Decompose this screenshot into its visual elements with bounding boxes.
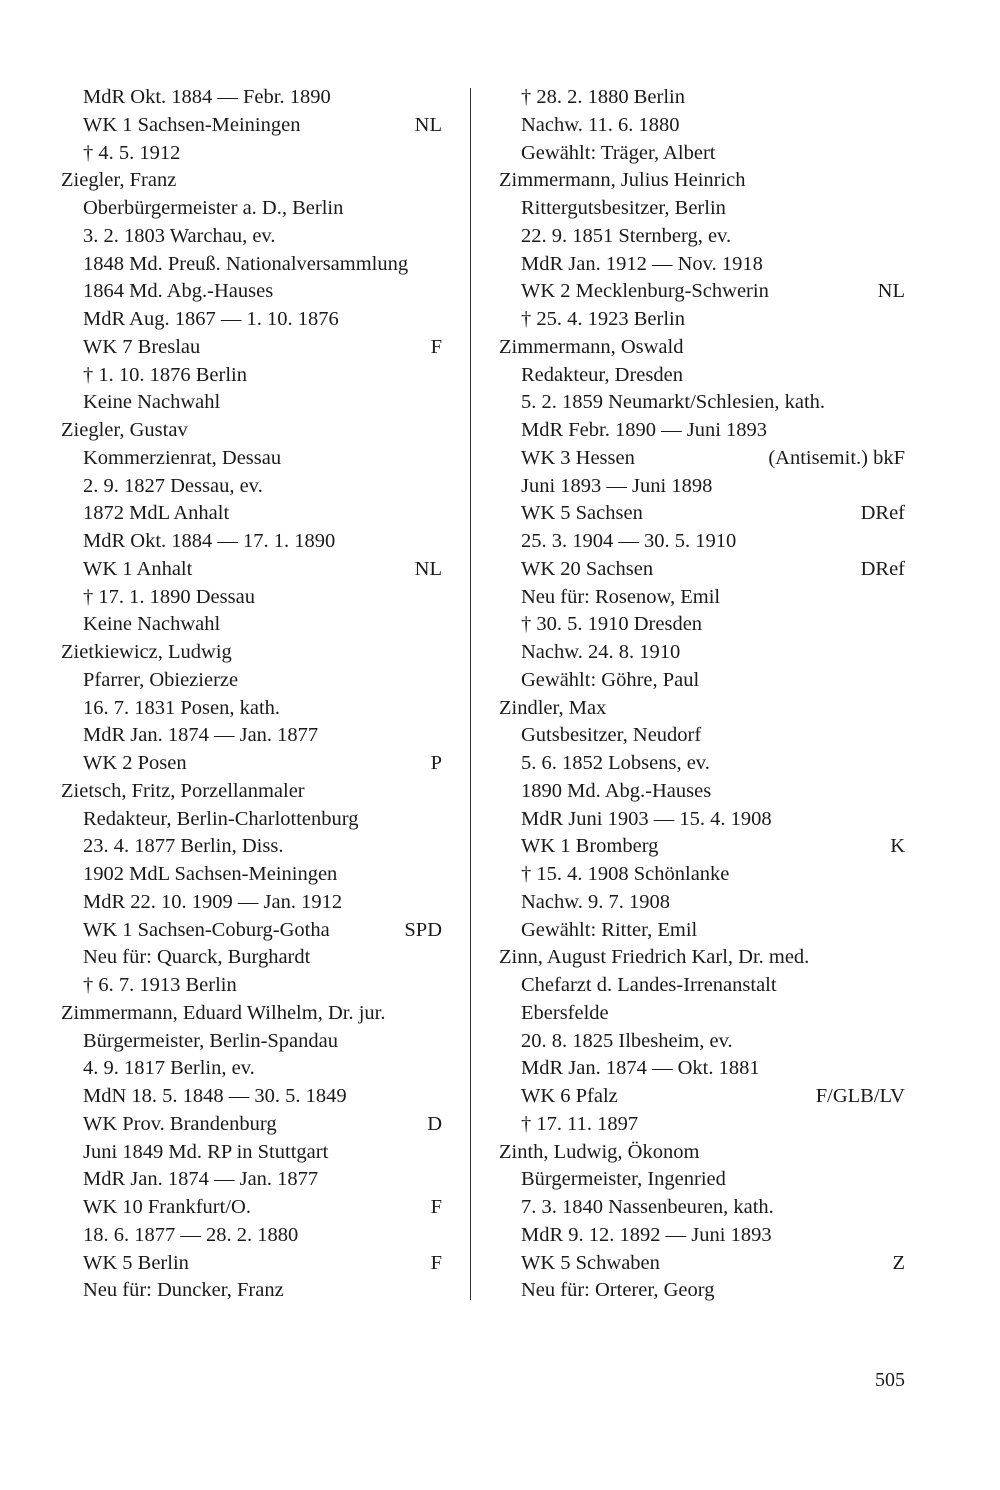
entry-detail-line — [61, 528, 442, 556]
entry-detail-line — [61, 722, 442, 750]
detail-text: † 17. 1. 1890 Dessau — [83, 585, 255, 608]
entry-detail-line — [61, 889, 442, 917]
party-label: F/GLB/LV — [815, 1085, 905, 1107]
party-label: NL — [414, 557, 442, 580]
entry-detail-line — [499, 195, 905, 223]
entry-detail-line — [499, 750, 905, 778]
detail-text: WK Prov. Brandenburg — [83, 1112, 277, 1135]
entry-detail-line — [61, 445, 442, 473]
entry-detail-line — [61, 306, 442, 334]
entry-detail-line — [61, 389, 442, 417]
detail-text: Oberbürgermeister a. D., Berlin — [83, 197, 344, 219]
entry-detail-line — [499, 889, 905, 917]
entry-detail-line — [61, 140, 442, 168]
detail-text: MdR Okt. 1884 — 17. 1. 1890 — [83, 530, 336, 552]
entry-detail-line — [61, 695, 442, 723]
detail-text: MdR Okt. 1884 — Febr. 1890 — [83, 86, 331, 108]
detail-text: WK 6 Pfalz — [521, 1085, 618, 1107]
detail-text: MdR Jan. 1912 — Nov. 1918 — [521, 252, 763, 275]
detail-text: 1864 Md. Abg.-Hauses — [83, 280, 274, 303]
detail-text: WK 1 Anhalt — [83, 557, 193, 580]
detail-text: WK 20 Sachsen — [521, 557, 654, 580]
entry-detail-line — [61, 1277, 442, 1305]
party-label: DRef — [860, 502, 905, 525]
entry-detail-line — [499, 1194, 905, 1222]
detail-text: Nachw. 24. 8. 1910 — [521, 641, 681, 663]
detail-text: WK 1 Sachsen-Meiningen — [83, 113, 301, 136]
page-number: 505 — [875, 1369, 905, 1391]
detail-text: Neu für: Duncker, Franz — [83, 1279, 284, 1302]
entry-detail-line — [61, 278, 442, 306]
person-name: Zinth, Ludwig, Ökonom — [499, 1140, 700, 1163]
detail-text: WK 1 Bromberg — [521, 835, 659, 858]
detail-text: MdR Juni 1903 — 15. 4. 1908 — [521, 807, 772, 830]
detail-text: 5. 6. 1852 Lobsens, ev. — [521, 752, 710, 774]
party-label: NL — [414, 113, 442, 136]
entry-detail-line — [499, 1083, 905, 1111]
entry-name-line — [61, 1000, 442, 1028]
detail-text: † 17. 11. 1897 — [521, 1112, 639, 1135]
detail-text: 23. 4. 1877 Berlin, Diss. — [83, 835, 284, 858]
person-name: Zindler, Max — [499, 696, 607, 719]
detail-text: Gewählt: Ritter, Emil — [521, 918, 698, 941]
detail-text: Neu für: Quarck, Burghardt — [83, 946, 311, 969]
entry-name-line — [499, 167, 905, 195]
entry-detail-line — [499, 1111, 905, 1139]
detail-text: WK 3 Hessen — [521, 446, 635, 469]
detail-text: WK 10 Frankfurt/O. — [83, 1196, 251, 1218]
detail-text: Kommerzienrat, Dessau — [83, 446, 282, 469]
detail-text: MdR Jan. 1874 — Jan. 1877 — [83, 1168, 319, 1191]
person-name: Ziegler, Franz — [61, 169, 177, 192]
entry-detail-line — [61, 251, 442, 279]
party-label: D — [427, 1112, 442, 1135]
entry-detail-line — [61, 500, 442, 528]
detail-text: WK 7 Breslau — [83, 335, 201, 358]
detail-text: MdN 18. 5. 1848 — 30. 5. 1849 — [83, 1085, 347, 1107]
entry-detail-line — [499, 778, 905, 806]
entry-detail-line — [61, 1083, 442, 1111]
entry-detail-line — [499, 112, 905, 140]
detail-text: Nachw. 11. 6. 1880 — [521, 113, 680, 136]
detail-text: Juni 1849 Md. RP in Stuttgart — [83, 1140, 329, 1163]
detail-text: MdR Febr. 1890 — Juni 1893 — [521, 419, 768, 441]
detail-text: 25. 3. 1904 — 30. 5. 1910 — [521, 530, 737, 552]
entry-detail-line — [61, 1055, 442, 1083]
detail-text: 1848 Md. Preuß. Nationalversammlung — [83, 252, 409, 275]
detail-text: 18. 6. 1877 — 28. 2. 1880 — [83, 1223, 299, 1246]
detail-text: 20. 8. 1825 Ilbesheim, ev. — [521, 1029, 733, 1052]
entry-detail-line — [499, 1277, 905, 1305]
entry-detail-line — [61, 611, 442, 639]
party-label: Z — [892, 1251, 905, 1274]
detail-text: Keine Nachwahl — [83, 613, 221, 636]
detail-text: Chefarzt d. Landes-Irrenanstalt — [521, 974, 777, 996]
detail-text: MdR 22. 10. 1909 — Jan. 1912 — [83, 890, 343, 913]
entry-detail-line — [499, 584, 905, 612]
detail-text: Gewählt: Göhre, Paul — [521, 668, 700, 691]
entry-detail-line — [499, 667, 905, 695]
entry-detail-line — [61, 584, 442, 612]
entry-detail-line — [61, 667, 442, 695]
entry-detail-line — [61, 556, 442, 584]
entry-name-line — [61, 778, 442, 806]
entry-detail-line — [499, 639, 905, 667]
entry-detail-line — [61, 223, 442, 251]
entry-detail-line — [61, 1139, 442, 1167]
right-column — [499, 84, 905, 1305]
entry-detail-line — [61, 750, 442, 778]
entry-detail-line — [61, 861, 442, 889]
entry-detail-line — [61, 944, 442, 972]
party-label: NL — [877, 280, 905, 303]
detail-text: 1872 MdL Anhalt — [83, 502, 230, 525]
entry-name-line — [61, 167, 442, 195]
detail-text: Rittergutsbesitzer, Berlin — [521, 197, 726, 219]
entry-detail-line — [499, 917, 905, 945]
person-name: Zietkiewicz, Ludwig — [61, 641, 232, 663]
party-label: SPD — [404, 918, 442, 941]
entry-detail-line — [499, 1028, 905, 1056]
entry-name-line — [61, 639, 442, 667]
entry-detail-line — [499, 389, 905, 417]
detail-text: MdR 9. 12. 1892 — Juni 1893 — [521, 1223, 772, 1246]
person-name: Zimmermann, Julius Heinrich — [499, 169, 746, 192]
detail-text: 1902 MdL Sachsen-Meiningen — [83, 863, 338, 885]
detail-text: 2. 9. 1827 Dessau, ev. — [83, 474, 263, 497]
entry-detail-line — [499, 556, 905, 584]
detail-text: 7. 3. 1840 Nassenbeuren, kath. — [521, 1196, 774, 1218]
entry-name-line — [499, 1139, 905, 1167]
person-name: Zietsch, Fritz, Porzellanmaler — [61, 779, 305, 802]
detail-text: † 6. 7. 1913 Berlin — [83, 974, 237, 996]
entry-detail-line — [61, 473, 442, 501]
party-label: (Antisemit.) bkF — [768, 446, 905, 469]
entry-detail-line — [499, 500, 905, 528]
left-column — [61, 84, 442, 1305]
person-name: Zimmermann, Eduard Wilhelm, Dr. jur. — [61, 1001, 386, 1024]
entry-detail-line — [499, 1166, 905, 1194]
detail-text: Gewählt: Träger, Albert — [521, 141, 716, 164]
detail-text: Juni 1893 — Juni 1898 — [521, 474, 713, 497]
entry-detail-line — [61, 1111, 442, 1139]
entry-detail-line — [61, 334, 442, 362]
entry-detail-line — [499, 833, 905, 861]
entry-detail-line — [499, 1055, 905, 1083]
entry-detail-line — [499, 278, 905, 306]
entry-detail-line — [61, 1194, 442, 1222]
detail-text: 1890 Md. Abg.-Hauses — [521, 779, 712, 802]
detail-text: WK 1 Sachsen-Coburg-Gotha — [83, 918, 330, 941]
entry-detail-line — [499, 972, 905, 1000]
entry-detail-line — [61, 195, 442, 223]
entry-detail-line — [499, 473, 905, 501]
detail-text: 4. 9. 1817 Berlin, ev. — [83, 1057, 255, 1080]
person-name: Zimmermann, Oswald — [499, 335, 684, 358]
detail-text: Neu für: Rosenow, Emil — [521, 585, 721, 608]
entry-detail-line — [499, 1250, 905, 1278]
party-label: F — [430, 1196, 442, 1218]
entry-detail-line — [61, 806, 442, 834]
detail-text: WK 2 Mecklenburg-Schwerin — [521, 280, 769, 303]
entry-detail-line — [499, 806, 905, 834]
entry-detail-line — [499, 722, 905, 750]
detail-text: 3. 2. 1803 Warchau, ev. — [83, 224, 276, 247]
entry-detail-line — [499, 417, 905, 445]
person-name: Zinn, August Friedrich Karl, Dr. med. — [499, 946, 810, 969]
party-label: F — [430, 335, 442, 358]
entry-detail-line — [499, 362, 905, 390]
entry-detail-line — [61, 1028, 442, 1056]
entry-name-line — [499, 944, 905, 972]
entry-detail-line — [499, 140, 905, 168]
detail-text: Nachw. 9. 7. 1908 — [521, 890, 670, 913]
detail-text: Bürgermeister, Ingenried — [521, 1168, 726, 1191]
detail-text: Pfarrer, Obiezierze — [83, 668, 239, 691]
detail-text: † 30. 5. 1910 Dresden — [521, 613, 703, 636]
entry-detail-line — [499, 611, 905, 639]
detail-text: Gutsbesitzer, Neudorf — [521, 724, 702, 747]
entry-detail-line — [499, 861, 905, 889]
entry-detail-line — [61, 1166, 442, 1194]
entry-detail-line — [61, 1250, 442, 1278]
entry-name-line — [499, 334, 905, 362]
entry-detail-line — [61, 1222, 442, 1250]
entry-name-line — [61, 417, 442, 445]
detail-text: MdR Aug. 1867 — 1. 10. 1876 — [83, 308, 339, 330]
entry-detail-line — [61, 362, 442, 390]
party-label: K — [890, 835, 905, 858]
party-label: DRef — [860, 557, 905, 580]
entry-name-line — [499, 695, 905, 723]
entry-detail-line — [61, 112, 442, 140]
detail-text: Bürgermeister, Berlin-Spandau — [83, 1029, 338, 1052]
detail-text: WK 2 Posen — [83, 752, 187, 774]
detail-text: † 1. 10. 1876 Berlin — [83, 363, 247, 386]
person-name: Ziegler, Gustav — [61, 419, 188, 441]
entry-detail-line — [499, 1000, 905, 1028]
detail-text: † 4. 5. 1912 — [83, 141, 181, 164]
entry-detail-line — [499, 251, 905, 279]
detail-text: 16. 7. 1831 Posen, kath. — [83, 696, 281, 719]
detail-text: † 15. 4. 1908 Schönlanke — [521, 863, 730, 885]
detail-text: MdR Jan. 1874 — Jan. 1877 — [83, 724, 319, 747]
entry-detail-line — [61, 84, 442, 112]
detail-text: WK 5 Schwaben — [521, 1251, 660, 1274]
detail-text: WK 5 Berlin — [83, 1251, 189, 1274]
entry-detail-line — [61, 833, 442, 861]
entry-detail-line — [499, 1222, 905, 1250]
detail-text: † 28. 2. 1880 Berlin — [521, 86, 685, 108]
detail-text: MdR Jan. 1874 — Okt. 1881 — [521, 1057, 760, 1080]
detail-text: Neu für: Orterer, Georg — [521, 1279, 715, 1302]
entry-detail-line — [499, 306, 905, 334]
column-divider — [470, 88, 471, 1300]
party-label: F — [430, 1251, 442, 1274]
detail-text: WK 5 Sachsen — [521, 502, 643, 525]
detail-text: Keine Nachwahl — [83, 391, 221, 414]
detail-text: 22. 9. 1851 Sternberg, ev. — [521, 224, 732, 247]
entry-detail-line — [499, 445, 905, 473]
party-label: P — [430, 752, 442, 774]
detail-text: Redakteur, Dresden — [521, 363, 683, 386]
entry-detail-line — [499, 223, 905, 251]
entry-detail-line — [61, 972, 442, 1000]
entry-detail-line — [61, 917, 442, 945]
entry-detail-line — [499, 528, 905, 556]
detail-text: Redakteur, Berlin-Charlottenburg — [83, 807, 359, 830]
detail-text: 5. 2. 1859 Neumarkt/Schlesien, kath. — [521, 391, 826, 414]
entry-detail-line — [499, 84, 905, 112]
detail-text: Ebersfelde — [521, 1001, 609, 1024]
detail-text: † 25. 4. 1923 Berlin — [521, 308, 685, 330]
